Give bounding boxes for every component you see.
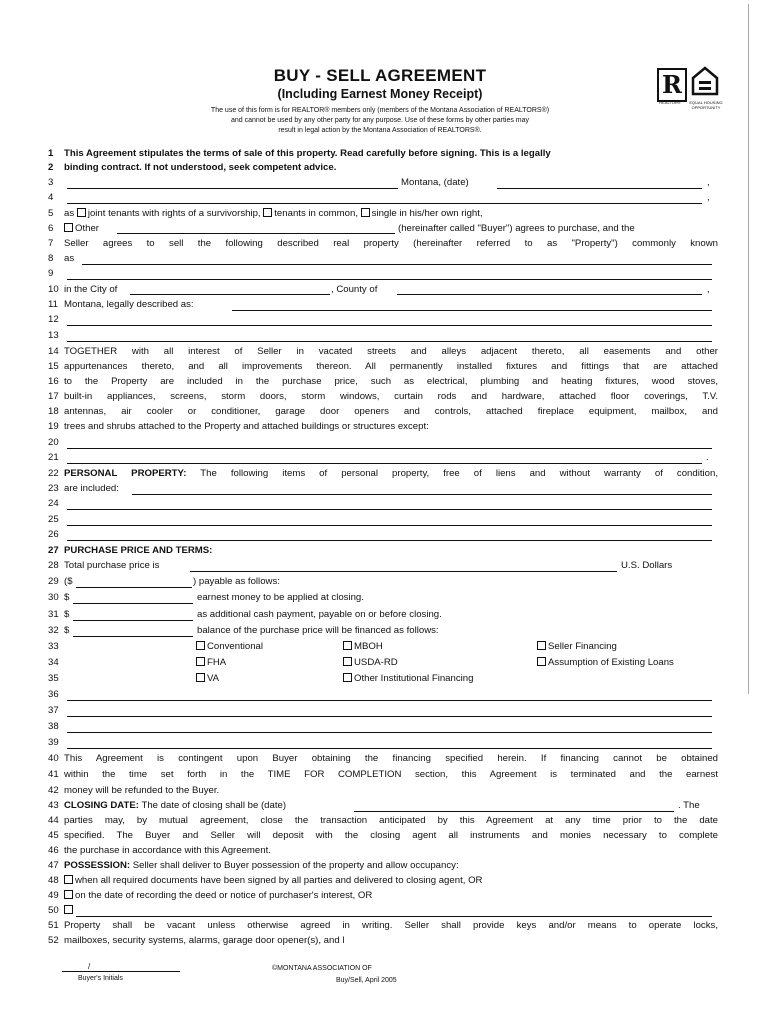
assumption-option[interactable]: Assumption of Existing Loans bbox=[537, 657, 674, 668]
line-20: 20 bbox=[48, 437, 59, 448]
line-3-label: Montana, (date) bbox=[401, 177, 469, 188]
line-14: 14 TOGETHER with all interest of Seller in vacated streets and alleys adjacent thereto, all easements and other bbox=[48, 346, 718, 357]
personal-property-field-3[interactable] bbox=[67, 525, 712, 526]
buyer-initials-field[interactable] bbox=[62, 971, 180, 972]
line-19: 19 trees and shrubs attached to the Property and attached buildings or structures except: bbox=[48, 421, 429, 432]
line-28: 28 Total purchase price is bbox=[48, 560, 160, 571]
line-4: 4 bbox=[48, 192, 54, 203]
line-31: 31 $ bbox=[48, 609, 70, 620]
line-7: 7 Seller agrees to sell the following described real property (hereinafter referred to as "Property") commonly known bbox=[48, 238, 718, 249]
buyer-name-field[interactable] bbox=[67, 188, 398, 189]
other-checkbox[interactable] bbox=[64, 223, 73, 232]
line-3: 3 bbox=[48, 177, 54, 188]
line-15: 15 appurtenances thereto, and all improvements thereon. All permanently installed fixtures and fittings that are attached bbox=[48, 361, 718, 372]
line-9-field[interactable] bbox=[67, 279, 712, 280]
line-51: 51 Property shall be vacant unless otherwise agreed in writing. Seller shall provide keys and/or means to operate locks, bbox=[48, 920, 718, 931]
line-27: 27 PURCHASE PRICE AND TERMS: bbox=[48, 545, 213, 556]
assumption-checkbox[interactable] bbox=[537, 657, 546, 666]
joint-tenants-checkbox[interactable] bbox=[77, 208, 86, 217]
line-29: 29 ($ bbox=[48, 576, 73, 587]
conventional-option[interactable]: Conventional bbox=[196, 641, 263, 652]
financing-field-1[interactable] bbox=[67, 700, 712, 701]
realtor-logo-icon: R bbox=[657, 68, 687, 102]
footer-copyright: ©MONTANA ASSOCIATION OF bbox=[272, 965, 372, 972]
line-33: 33 bbox=[48, 641, 59, 652]
line-35: 35 bbox=[48, 673, 59, 684]
line-6: 6 Other bbox=[48, 223, 99, 234]
line-17: 17 built-in appliances, screens, storm doors, storm windows, curtain rods and hardware, attached floor coverings, T.V. bbox=[48, 391, 718, 402]
usda-option[interactable]: USDA-RD bbox=[343, 657, 398, 668]
personal-property-field-2[interactable] bbox=[67, 509, 712, 510]
line-9: 9 bbox=[48, 268, 54, 279]
line-2: 2 binding contract. If not understood, seek competent advice. bbox=[48, 162, 337, 173]
line-34: 34 bbox=[48, 657, 59, 668]
document-page: BUY - SELL AGREEMENT (Including Earnest Money Receipt) The use of this form is for REALTOR® members only (members of the Montana Association of REALTORS®) and cannot be used by any other party for any purpose. Use of these forms by other parties may result in legal action by the Montana Association of REALTORS®. R REALTOR® EQUAL HOUSING OPPORTUNITY 1 This Agreement stipulates the terms of sale of this property. Read carefully before signing. This is a legally 2 binding contract. If not understood, seek competent advice. 3 Montana, (date) , 4 , 5 as joint tenants with rights of a survivorship, tenants in common, single in his/her own right, 6 Other (hereinafter called "Buyer") agrees to purchase, and the 7 Seller agrees to sell the following described real property (hereinafter referred to as "Property") commonly known 8 as 9 10 in the City of , County of , 11 Montana, legally described as: 12 13 14 TOGETHER with all interest of Seller in vacated streets and alleys adjacent thereto, all easements and other 15 appurtenances thereto, and all improvements thereon. All permanently installed fixtures and fittings that are attached 16 to the Property are included in the purchase price, such as electrical, plumbing and heating fixtures, wood stoves, 17 built-in appliances, screens, storm doors, storm windows, curtain rods and hardware, attached floor coverings, T.V. 18 antennas, air cooler or conditioner, garage door openers and controls, attached fireplace equipment, mailbox, and 19 trees and shrubs attached to the Property and attached buildings or structures except: 20 21 . 22 PERSONAL PROPERTY: The following items of personal property, free of liens and without warranty of condition, 23 are included: 24 25 26 27 PURCHASE PRICE AND TERMS: 28 Total purchase price is U.S. Dollars 29 ($ ) payable as follows: 30 $ earnest money to be applied at closing. 31 $ as additional cash payment, payable on or before closing. 32 $ balance of the purchase price will be financed as follows: 33 34 35 Conventional MBOH Seller Financing FHA USDA-RD Assumption of Existing Loans VA Other Institutional Financing 36 37 38 39 40 This Agreement is contingent upon Buyer obtaining the financing specified herein. If financing cannot be obtained 41 within the time set forth in the TIME FOR COMPLETION section, this Agreement is terminated and the earnest 42 money will be refunded to the Buyer. 43 CLOSING DATE: The date of closing shall be (date) . The 44 parties may, by mutual agreement, close the transaction anticipated by this Agreement at any time prior to the date 45 specified. The Buyer and Seller will deposit with the closing agent all instruments and monies necessary to complete 46 the purchase in accordance with this Agreement. 47 POSSESSION: Seller shall deliver to Buyer possession of the property and allow occupancy: 48 when all required documents have been signed by all parties and delivered to closing agent, OR 49 on the date of recording the deed or notice of purchaser's interest, OR 50 51 Property shall be vacant unless otherwise agreed in writing. Seller shall provide keys and/or means to operate locks, 52 mailboxes, security systems, alarms, garage door opener(s), and l / Buyer's Initials ©MONTANA ASSOCIATION OF Buy/Sell, April 2005 bbox=[0, 0, 770, 1024]
single-checkbox[interactable] bbox=[361, 208, 370, 217]
financing-field-3[interactable] bbox=[67, 732, 712, 733]
line-38: 38 bbox=[48, 721, 59, 732]
va-option[interactable]: VA bbox=[196, 673, 219, 684]
fha-option[interactable]: FHA bbox=[196, 657, 226, 668]
seller-financing-option[interactable]: Seller Financing bbox=[537, 641, 617, 652]
line-23: 23 are included: bbox=[48, 483, 119, 494]
line-45: 45 specified. The Buyer and Seller will deposit with the closing agent all instruments and monies necessary to complete bbox=[48, 830, 718, 841]
mboh-option[interactable]: MBOH bbox=[343, 641, 383, 652]
line-1: 1 This Agreement stipulates the terms of sale of this property. Read carefully before signing. This is a legally bbox=[48, 148, 551, 159]
line-44: 44 parties may, by mutual agreement, close the transaction anticipated by this Agreement at any time prior to the date bbox=[48, 815, 718, 826]
mboh-checkbox[interactable] bbox=[343, 641, 352, 650]
financing-field-2[interactable] bbox=[67, 716, 712, 717]
line-46: 46 the purchase in accordance with this Agreement. bbox=[48, 845, 271, 856]
usage-notice: The use of this form is for REALTOR® members only (members of the Montana Association of REALTORS®) and cannot be used by any other party for any purpose. Use of these forms by other parties may result in legal action by the Montana Association of REALTORS®. bbox=[210, 107, 550, 134]
county-field[interactable] bbox=[397, 294, 702, 295]
equal-housing-icon bbox=[691, 66, 719, 100]
legal-description-field[interactable] bbox=[232, 310, 712, 311]
possession-other-field[interactable] bbox=[76, 916, 712, 917]
va-checkbox[interactable] bbox=[196, 673, 205, 682]
line-5: 5 as joint tenants with rights of a survivorship, tenants in common, single in his/her own right, bbox=[48, 208, 483, 219]
possession-signed-checkbox[interactable] bbox=[64, 875, 73, 884]
line-40: 40 This Agreement is contingent upon Buyer obtaining the financing specified herein. If financing cannot be obtained bbox=[48, 753, 718, 764]
other-institutional-option[interactable]: Other Institutional Financing bbox=[343, 673, 473, 684]
line-13-field[interactable] bbox=[67, 341, 712, 342]
usda-checkbox[interactable] bbox=[343, 657, 352, 666]
line-37: 37 bbox=[48, 705, 59, 716]
page-edge-line bbox=[748, 4, 749, 694]
initials-slash: / bbox=[88, 962, 91, 971]
line-22: 22 PERSONAL PROPERTY: The following items of personal property, free of liens and without warranty of condition, bbox=[48, 468, 718, 479]
line-4-field[interactable] bbox=[67, 203, 702, 204]
line-24: 24 bbox=[48, 498, 59, 509]
document-subtitle: (Including Earnest Money Receipt) bbox=[277, 87, 483, 101]
seller-financing-checkbox[interactable] bbox=[537, 641, 546, 650]
exceptions-field-2[interactable] bbox=[67, 463, 702, 464]
line-52: 52 mailboxes, security systems, alarms, garage door opener(s), and l bbox=[48, 935, 345, 946]
personal-property-field[interactable] bbox=[132, 494, 712, 495]
other-field[interactable] bbox=[117, 233, 395, 234]
line-26: 26 bbox=[48, 529, 59, 540]
earnest-money-field[interactable] bbox=[73, 603, 193, 604]
line-18: 18 antennas, air cooler or conditioner, garage door openers and controls, attached fireplace equipment, mailbox, and bbox=[48, 406, 718, 417]
line-36: 36 bbox=[48, 689, 59, 700]
line-32: 32 $ bbox=[48, 625, 70, 636]
additional-cash-field[interactable] bbox=[73, 620, 193, 621]
line-42: 42 money will be refunded to the Buyer. bbox=[48, 785, 220, 796]
line-25: 25 bbox=[48, 514, 59, 525]
line-16: 16 to the Property are included in the purchase price, such as electrical, plumbing and heating fixtures, wood stoves, bbox=[48, 376, 718, 387]
exceptions-field-1[interactable] bbox=[67, 448, 712, 449]
closing-date-field[interactable] bbox=[354, 811, 674, 812]
line-48: 48 when all required documents have been signed by all parties and delivered to closing agent, OR bbox=[48, 875, 483, 886]
other-institutional-checkbox[interactable] bbox=[343, 673, 352, 682]
line-39: 39 bbox=[48, 737, 59, 748]
equal-housing-caption: EQUAL HOUSING OPPORTUNITY bbox=[689, 100, 723, 110]
price-numeric-field[interactable] bbox=[76, 587, 192, 588]
line-12-field[interactable] bbox=[67, 325, 712, 326]
buyer-initials-label: Buyer's Initials bbox=[78, 975, 123, 982]
line-43: 43 CLOSING DATE: The date of closing shall be (date) bbox=[48, 800, 287, 811]
line-41: 41 within the time set forth in the TIME FOR COMPLETION section, this Agreement is terminated and the earnest bbox=[48, 769, 718, 780]
line-50: 50 bbox=[48, 905, 718, 918]
property-address-field[interactable] bbox=[82, 264, 712, 265]
financing-field-4[interactable] bbox=[67, 748, 712, 749]
realtor-logo-caption: REALTOR® bbox=[659, 100, 681, 105]
line-10: 10 in the City of bbox=[48, 284, 118, 295]
personal-property-field-4[interactable] bbox=[67, 540, 712, 541]
line-21: 21 bbox=[48, 452, 59, 463]
line-8: 8 as bbox=[48, 253, 75, 264]
possession-other-checkbox[interactable] bbox=[64, 905, 73, 914]
conventional-checkbox[interactable] bbox=[196, 641, 205, 650]
line-11: 11 Montana, legally described as: bbox=[48, 299, 194, 310]
line-12: 12 bbox=[48, 314, 59, 325]
city-field[interactable] bbox=[130, 294, 330, 295]
document-title: BUY - SELL AGREEMENT bbox=[273, 66, 487, 85]
financed-balance-field[interactable] bbox=[73, 636, 193, 637]
total-price-field[interactable] bbox=[190, 571, 617, 572]
possession-recording-checkbox[interactable] bbox=[64, 890, 73, 899]
line-47: 47 POSSESSION: Seller shall deliver to Buyer possession of the property and allow occupancy: bbox=[48, 860, 459, 871]
agreement-date-field[interactable] bbox=[497, 188, 702, 189]
line-13: 13 bbox=[48, 330, 59, 341]
fha-checkbox[interactable] bbox=[196, 657, 205, 666]
line-30: 30 $ bbox=[48, 592, 70, 603]
line-49: 49 on the date of recording the deed or notice of purchaser's interest, OR bbox=[48, 890, 373, 901]
footer-form-id: Buy/Sell, April 2005 bbox=[336, 977, 397, 984]
tenants-in-common-checkbox[interactable] bbox=[263, 208, 272, 217]
